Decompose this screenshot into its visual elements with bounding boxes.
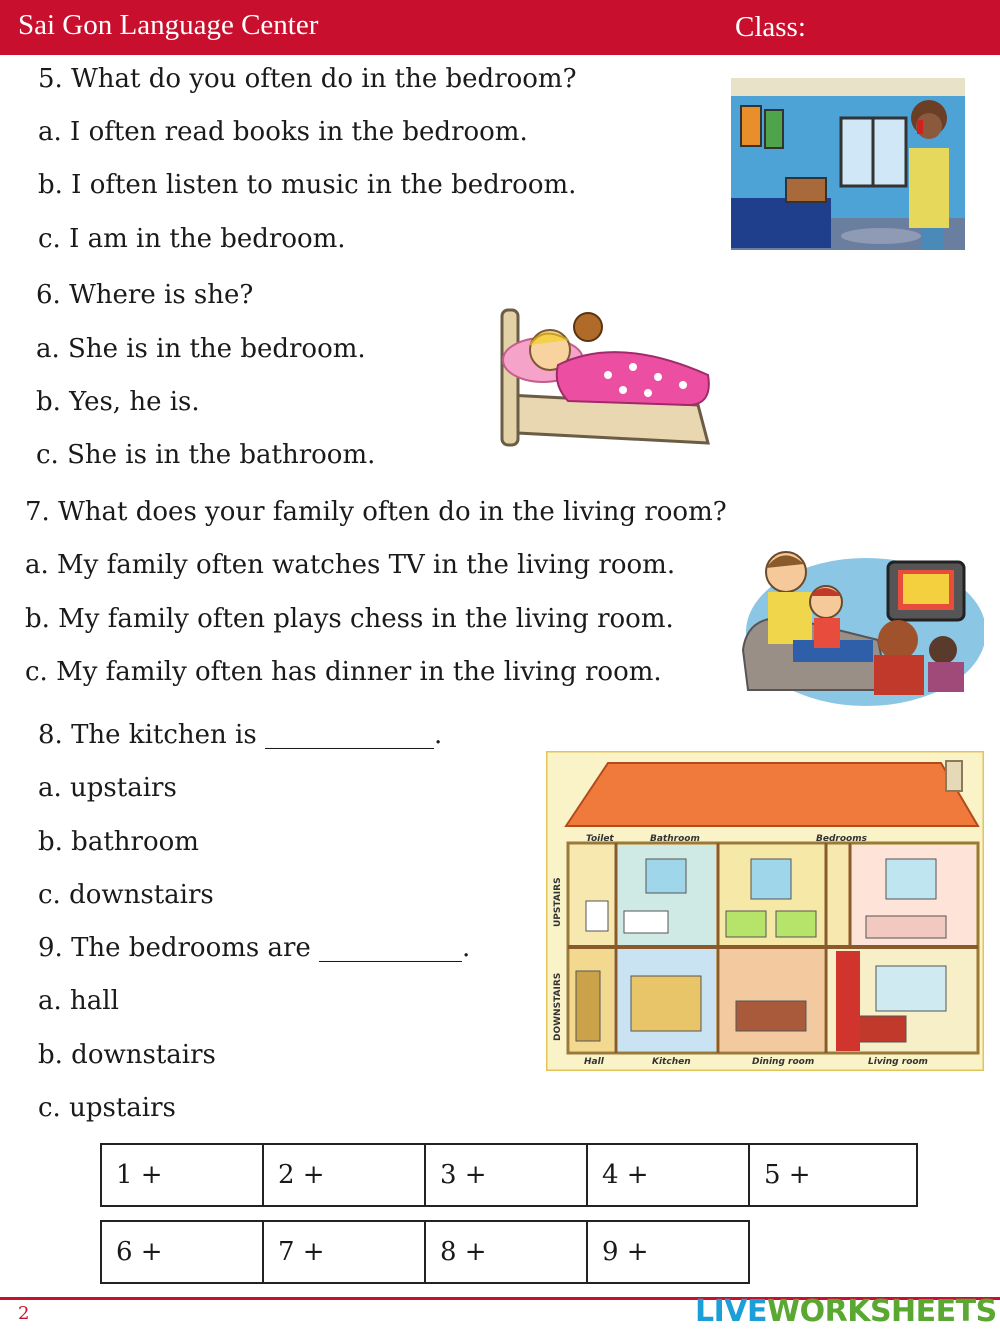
answer-box-1[interactable]: 1 +	[101, 1144, 263, 1206]
label-toilet: Toilet	[586, 834, 614, 844]
q6-option-c: c. She is in the bathroom.	[36, 440, 376, 470]
question-6: 6. Where is she?	[36, 280, 254, 310]
question-8: 8. The kitchen is _____________.	[38, 720, 443, 750]
q5-option-b: b. I often listen to music in the bedroom.	[38, 170, 577, 200]
liveworksheets-logo[interactable]	[695, 1294, 997, 1329]
q8-option-c: c. downstairs	[38, 880, 214, 910]
logo-live-text: LIVE	[695, 1294, 767, 1329]
label-living-room: Living room	[868, 1057, 928, 1067]
q9-option-c: c. upstairs	[38, 1093, 176, 1123]
label-hall: Hall	[584, 1057, 604, 1067]
center-name: Sai Gon Language Center	[18, 9, 319, 41]
question-7: 7. What does your family often do in the living room?	[25, 497, 727, 527]
label-dining-room: Dining room	[752, 1057, 815, 1067]
label-downstairs: DOWNSTAIRS	[553, 972, 563, 1041]
family-watching-tv-picture	[738, 540, 984, 708]
q7-option-c: c. My family often has dinner in the living room.	[25, 657, 662, 687]
q5-option-c: c. I am in the bedroom.	[38, 224, 346, 254]
answer-box-4[interactable]: 4 +	[587, 1144, 749, 1206]
answer-table-row-2	[100, 1220, 750, 1284]
answer-box-9[interactable]: 9 +	[587, 1221, 749, 1283]
answer-box-3[interactable]: 3 +	[425, 1144, 587, 1206]
answer-box-7[interactable]: 7 +	[263, 1221, 425, 1283]
q7-option-a: a. My family often watches TV in the living room.	[25, 550, 676, 580]
label-bedrooms: Bedrooms	[816, 834, 867, 844]
q8-option-b: b. bathroom	[38, 827, 199, 857]
q9-option-a: a. hall	[38, 986, 119, 1016]
q8-option-a: a. upstairs	[38, 773, 177, 803]
answer-box-5[interactable]: 5 +	[749, 1144, 917, 1206]
page-header	[0, 0, 1000, 55]
girl-sleeping-picture	[498, 305, 720, 451]
label-kitchen: Kitchen	[652, 1057, 691, 1067]
house-diagram-picture	[546, 751, 984, 1071]
label-upstairs: UPSTAIRS	[553, 877, 563, 927]
q6-option-a: a. She is in the bedroom.	[36, 334, 366, 364]
answer-box-8[interactable]: 8 +	[425, 1221, 587, 1283]
class-label: Class:	[735, 11, 806, 43]
q6-option-b: b. Yes, he is.	[36, 387, 200, 417]
page-number: 2	[18, 1303, 30, 1324]
q7-option-b: b. My family often plays chess in the living room.	[25, 604, 674, 634]
label-bathroom: Bathroom	[650, 834, 700, 844]
answer-box-6[interactable]: 6 +	[101, 1221, 263, 1283]
answer-box-2[interactable]: 2 +	[263, 1144, 425, 1206]
question-9: 9. The bedrooms are ___________.	[38, 933, 471, 963]
q9-option-b: b. downstairs	[38, 1040, 216, 1070]
answer-table-row-1	[100, 1143, 918, 1207]
logo-worksheets-text: WORKSHEETS	[767, 1294, 997, 1329]
bedroom-music-picture	[731, 78, 965, 250]
question-5: 5. What do you often do in the bedroom?	[38, 64, 577, 94]
q5-option-a: a. I often read books in the bedroom.	[38, 117, 528, 147]
